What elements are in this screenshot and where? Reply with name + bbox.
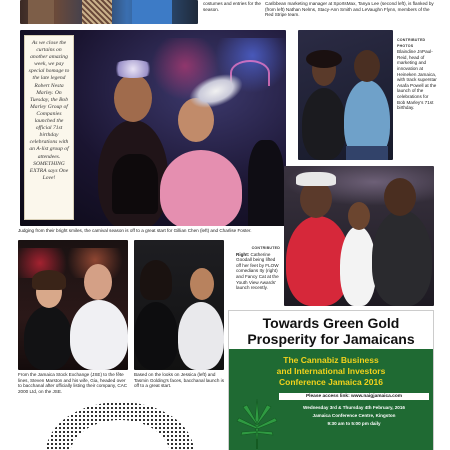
- cannabis-leaf-icon: [235, 395, 279, 449]
- blaindine-caption-text: Blaindine JnPaul-Reid, head of marketing and innovation at Heineken Jamaica, with track superstar Asafa Powell at the launch of the celebrations for Bob Marley's 71st birthday.: [397, 49, 437, 111]
- goodall-caption-lead: Right:: [236, 251, 250, 257]
- ad-sub-1: The Cannabiz Business: [283, 355, 379, 365]
- ad-headline-2: Prosperity for Jamaicans: [247, 331, 415, 347]
- editorial-note: [24, 35, 74, 220]
- ad-date: Wednesday 3rd & Thursday 4th February, 2016: [303, 405, 405, 410]
- ad-sub-2: and International Investors: [276, 366, 386, 376]
- jessica-caption: Based on the looks on Jessica (left) and Tasmin Golding's faces, bacchanal launch is off to a great start.: [134, 372, 224, 389]
- editorial-note-text: As we close the curtains on another amazing week, we pay special homage to the late legend Robert Nesta Marley. On Tuesday, the Bob Marley Group of Companies launched the official 71st birthday celebrations with an A-list group of attendees. SOMETHING EXTRA says One Love!: [28, 40, 70, 181]
- blaindine-caption: [397, 38, 437, 111]
- jse-marston-photo: [18, 240, 128, 370]
- goodall-caption: [236, 246, 280, 291]
- goodall-comedians-photo: [284, 166, 434, 306]
- top-photo-left: [20, 0, 198, 24]
- ad-headline-1: Towards Green Gold: [262, 315, 400, 331]
- ad-venue: Jamaica Conference Centre, Kingston: [312, 413, 396, 418]
- main-photo-caption: Judging from their bright smiles, the carnival season is off to a great start for Gillian Chen (left) and Charlise Foster.: [18, 228, 252, 233]
- blaindine-asafa-photo: [298, 30, 393, 160]
- ad-access-link[interactable]: Please access link: www.naigjamaica.com: [279, 393, 429, 400]
- halftone-graphic: [40, 402, 200, 450]
- cannabiz-ad: [228, 310, 434, 450]
- goodall-credit: CONTRIBUTED: [251, 246, 280, 250]
- top-caption-right: Caribbean marketing manager at SportsMax, Tanya Lee (second left), is flanked by (from left) Nathan Nelms, Stacy-Ann Smith and LeVaughn Flynn, members of the Red Stripe team.: [265, 1, 434, 18]
- goodall-caption-text: Catherine Goodall being lifted off her feet by FLOW comedians Ity (right) and Fancy Cat at the Youth View Awards' launch recently.: [236, 251, 279, 291]
- ad-time: 9:30 am to 5:00 pm daily: [327, 421, 381, 426]
- blaindine-credit: CONTRIBUTED PHOTOS: [397, 38, 426, 48]
- person-charlise: [160, 150, 242, 226]
- jessica-tasmin-photo: [134, 240, 224, 370]
- jse-caption: From the Jamaica Stock Exchange (JSE) to the fête lines, Steven Marston and his wife, Gia, headed over to bacchanal after officially listing their company, CAC 2000 Ltd, on the JSE.: [18, 372, 128, 394]
- ad-green-panel: [229, 349, 433, 450]
- ad-sub-3: Conference Jamaica 2016: [279, 377, 383, 387]
- top-caption-left: costumes and entries for the season.: [203, 1, 261, 12]
